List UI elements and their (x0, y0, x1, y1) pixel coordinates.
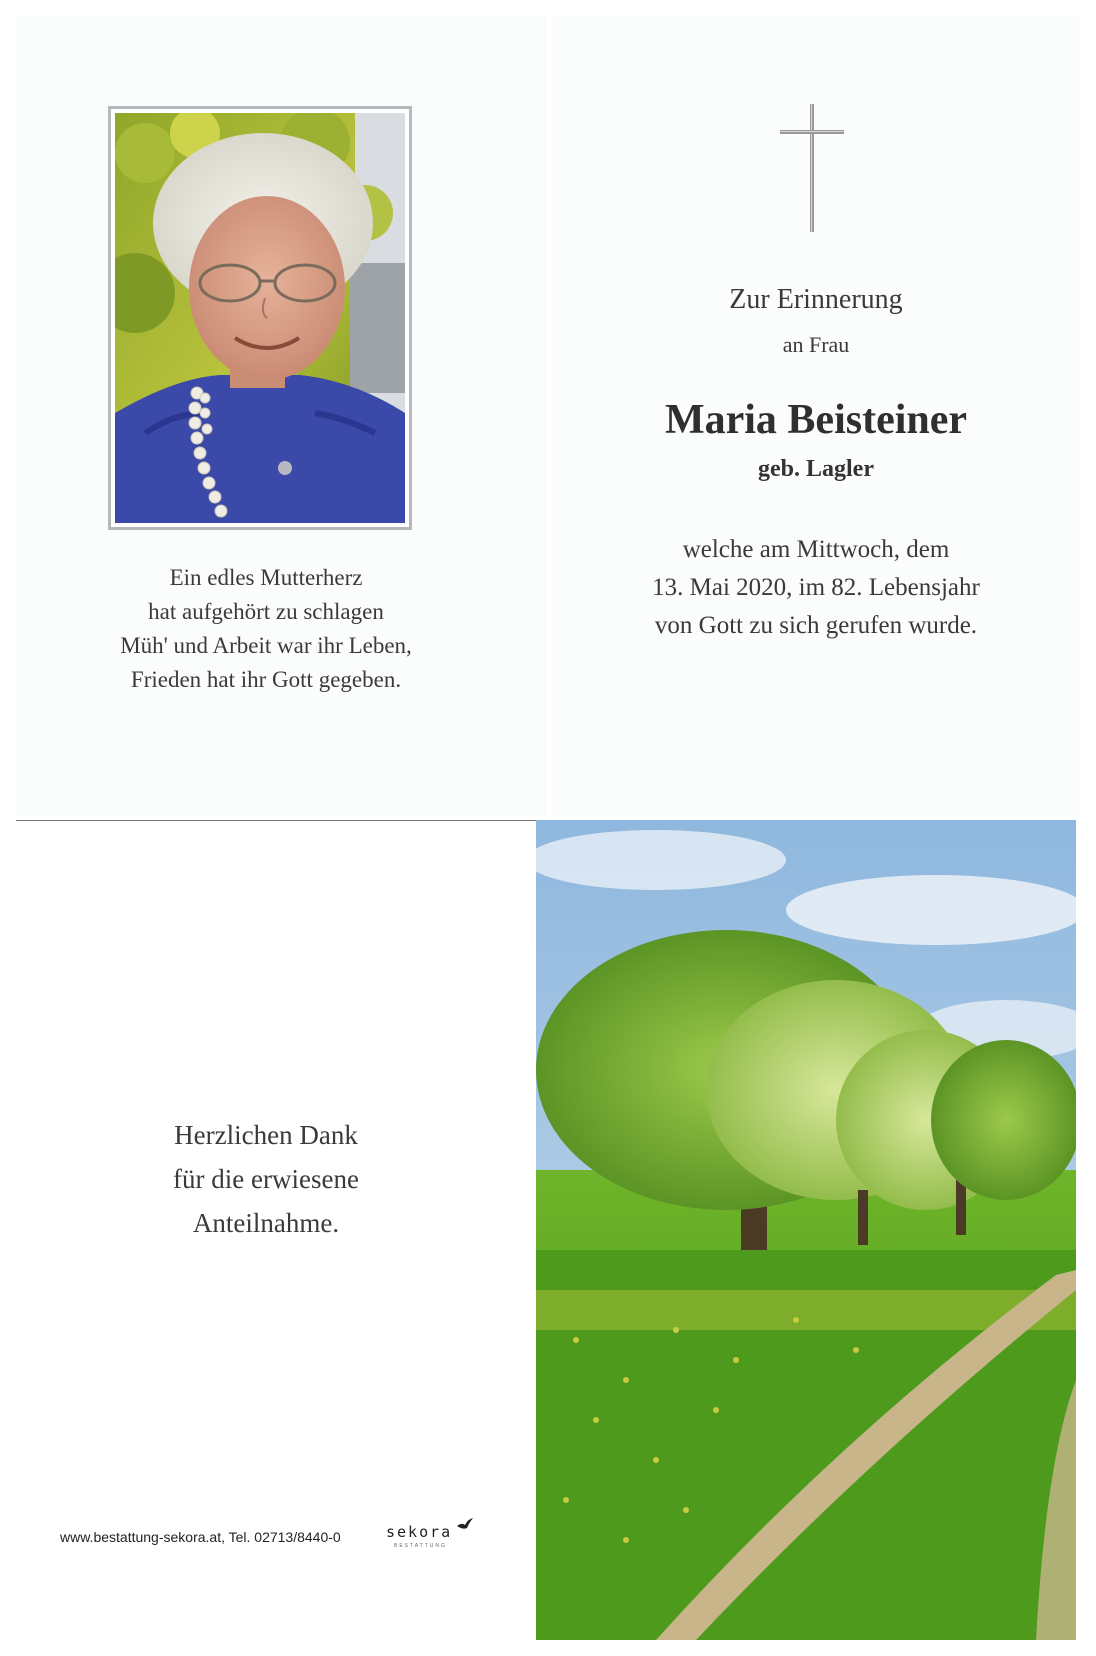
thanks-line: Herzlichen Dank (174, 1120, 358, 1150)
landscape-image (536, 820, 1076, 1640)
thanks-text (16, 1113, 516, 1245)
bird-icon (456, 1517, 474, 1531)
maiden-name: geb. Lagler (758, 456, 874, 482)
cross-icon (780, 104, 844, 232)
poem-line: Ein edles Mutterherz (169, 565, 363, 590)
portrait-frame (108, 106, 412, 530)
poem (16, 561, 516, 697)
death-notice-line: 13. Mai 2020, im 82. Lebensjahr (652, 574, 980, 601)
thanks-line: Anteilnahme. (192, 1208, 340, 1238)
death-notice-line: von Gott zu sich gerufen wurde. (654, 612, 978, 639)
landscape-photo (536, 820, 1076, 1640)
poem-line: Frieden hat ihr Gott gegeben. (130, 667, 402, 692)
logo-wordmark: sekora (386, 1523, 453, 1541)
memory-heading: Zur Erinnerung (729, 284, 903, 315)
portrait-photo (115, 113, 405, 523)
deceased-name: Maria Beisteiner (664, 397, 968, 443)
death-notice-line: welche am Mittwoch, dem (682, 536, 950, 563)
card-panel-thanks (16, 820, 536, 1641)
card-panel-portrait (16, 16, 546, 816)
card-panel-memorial (552, 16, 1080, 816)
death-notice (552, 531, 1080, 645)
poem-line: hat aufgehört zu schlagen (148, 599, 384, 624)
poem-line: Müh' und Arbeit war ihr Leben, (120, 633, 412, 658)
footer-contact: www.bestattung-sekora.at, Tel. 02713/8440-0 (60, 1529, 341, 1545)
thanks-line: für die erwiesene (173, 1164, 359, 1194)
salutation: an Frau (782, 332, 850, 357)
logo-subline: BESTATTUNG (394, 1543, 447, 1549)
